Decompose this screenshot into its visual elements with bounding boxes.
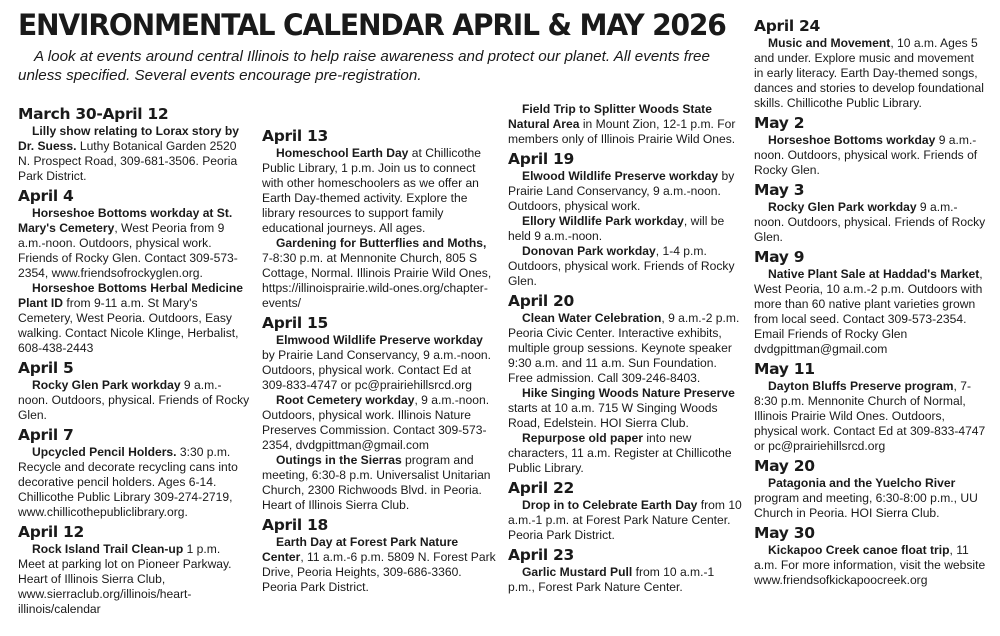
day-heading: April 18 bbox=[262, 516, 328, 534]
event-entry bbox=[508, 311, 744, 386]
day-heading: May 3 bbox=[754, 181, 805, 199]
calendar-column-1 bbox=[18, 102, 250, 617]
event-entry bbox=[18, 445, 250, 520]
day-heading: April 22 bbox=[508, 479, 574, 497]
event-entry bbox=[262, 453, 498, 513]
day-heading: April 15 bbox=[262, 314, 328, 332]
page-title: ENVIRONMENTAL CALENDAR APRIL & MAY 2026 bbox=[18, 8, 726, 42]
event-entry bbox=[262, 333, 498, 393]
event-details: Luthy Botanical Garden 2520 N. Prospect Road, 309-681-3506. Peoria Park District. bbox=[18, 139, 238, 183]
event-details: from 10 a.m.-1 p.m. at Forest Park Nature Center. Peoria Park District. bbox=[508, 498, 742, 542]
event-entry bbox=[508, 244, 744, 289]
event-details: , will be held 9 a.m.-noon. bbox=[508, 214, 725, 243]
day-heading: April 20 bbox=[508, 292, 574, 310]
event-name: Donovan Park workday bbox=[522, 244, 656, 258]
event-name: Homeschool Earth Day bbox=[276, 146, 409, 160]
event-entry bbox=[508, 214, 744, 244]
event-name: Garlic Mustard Pull bbox=[522, 565, 633, 579]
event-details: by Prairie Land Conservancy, 9 a.m.-noon. Outdoors, physical work. Contact Ed at 309-833-4747 or pc@prairiehillsrcd.org bbox=[262, 348, 492, 392]
day-heading: April 5 bbox=[18, 359, 74, 377]
event-name: Repurpose old paper bbox=[522, 431, 643, 445]
event-name: Hike Singing Woods Nature Preserve bbox=[522, 386, 735, 400]
day-heading: April 23 bbox=[508, 546, 574, 564]
event-entry bbox=[18, 542, 250, 617]
event-details: from 9-11 a.m. St Mary's Cemetery, West Peoria. Outdoors, Easy walking. Contact Nicole Klinge, Herbalist, 608-438-2443 bbox=[18, 296, 239, 355]
day-heading: May 2 bbox=[754, 114, 805, 132]
event-details: program and meeting, 6:30-8:00 p.m., UU Church in Peoria. HOI Sierra Club. bbox=[754, 491, 978, 520]
event-name: Field Trip to Splitter Woods State Natural Area bbox=[508, 102, 712, 131]
event-name: Music and Movement bbox=[768, 36, 891, 50]
event-details: 3:30 p.m. Recycle and decorate recycling cans into decorative pencil holders. Ages 6-14. Chillicothe Public Library 309-274-2719, www.chillicothepubliclibrary.org. bbox=[18, 445, 238, 519]
event-entry bbox=[508, 431, 744, 476]
event-name: Elwood Wildlife Preserve workday bbox=[522, 169, 719, 183]
event-name: Rocky Glen Park workday bbox=[768, 200, 917, 214]
event-entry bbox=[508, 386, 744, 431]
event-details: at Chillicothe Public Library, 1 p.m. Join us to connect with other homeschoolers as we offer an Earth Day-themed activity. Explore the library resources to support family educational journeys. All ages. bbox=[262, 146, 482, 235]
day-heading: April 7 bbox=[18, 426, 74, 444]
day-heading: May 30 bbox=[754, 524, 815, 542]
event-details: into new characters, 11 a.m. Register at Chillicothe Public Library. bbox=[508, 431, 732, 475]
event-entry bbox=[508, 169, 744, 214]
event-entry bbox=[18, 281, 250, 356]
event-entry bbox=[508, 102, 744, 147]
event-details: , 1-4 p.m. Outdoors, physical work. Friends of Rocky Glen. bbox=[508, 244, 735, 288]
event-details: , 11 a.m. For more information, visit the website www.friendsofkickapoocreek.org bbox=[754, 543, 986, 587]
event-name: Drop in to Celebrate Earth Day bbox=[522, 498, 698, 512]
event-entry bbox=[262, 236, 498, 311]
event-entry bbox=[262, 146, 498, 236]
event-name: Horseshoe Bottoms Herbal Medicine Plant ID bbox=[18, 281, 244, 310]
event-details: , West Peoria from 9 a.m.-noon. Outdoors, physical work. Friends of Rocky Glen. Contact 309-573-2354, www.friendsofrockyglen.org. bbox=[18, 221, 238, 280]
event-name: Outings in the Sierras bbox=[276, 453, 402, 467]
event-name: Elmwood Wildlife Preserve workday bbox=[276, 333, 483, 347]
event-name: Root Cemetery workday bbox=[276, 393, 415, 407]
day-heading: April 12 bbox=[18, 523, 84, 541]
day-heading: April 19 bbox=[508, 150, 574, 168]
event-entry bbox=[508, 498, 744, 543]
event-entry bbox=[754, 476, 986, 521]
day-heading: March 30-April 12 bbox=[18, 105, 169, 123]
day-heading: April 24 bbox=[754, 17, 820, 35]
event-entry bbox=[262, 393, 498, 453]
event-name: Rock Island Trail Clean-up bbox=[32, 542, 184, 556]
event-details: 9 a.m.-noon. Outdoors, physical work. Friends of Rocky Glen. bbox=[754, 133, 978, 177]
calendar-column-3 bbox=[508, 102, 744, 595]
event-name: Upcycled Pencil Holders. bbox=[32, 445, 177, 459]
event-entry bbox=[18, 378, 250, 423]
day-heading: May 9 bbox=[754, 248, 805, 266]
event-name: Ellory Wildlife Park workday bbox=[522, 214, 684, 228]
event-details: from 10 a.m.-1 p.m., Forest Park Nature Center. bbox=[508, 565, 715, 594]
event-name: Gardening for Butterflies and Moths, bbox=[276, 236, 487, 250]
event-name: Lilly show relating to Lorax story by Dr. Suess. bbox=[18, 124, 239, 153]
event-details: starts at 10 a.m. 715 W Singing Woods Road, Edelstein. HOI Sierra Club. bbox=[508, 401, 718, 430]
event-entry bbox=[508, 565, 744, 595]
event-details: , 10 a.m. Ages 5 and under. Explore music and movement in early literacy. Earth Day-themed songs, dances and stories to develop foundational skills. Chillicothe Public Library. bbox=[754, 36, 984, 110]
event-details: 9 a.m.-noon. Outdoors, physical. Friends of Rocky Glen. bbox=[754, 200, 986, 244]
event-entry bbox=[754, 200, 986, 245]
day-heading: April 13 bbox=[262, 127, 328, 145]
event-entry bbox=[754, 36, 986, 111]
event-details: , West Peoria, 10 a.m.-2 p.m. Outdoors with more than 60 native plant varieties grown from local seed. Contact 309-573-2354. Email Friends of Rocky Glen dvdgpittman@gmail.com bbox=[754, 267, 983, 356]
event-name: Earth Day at Forest Park Nature Center bbox=[262, 535, 459, 564]
event-details: , 11 a.m.-6 p.m. 5809 N. Forest Park Drive, Peoria Heights, 309-686-3360. Peoria Park District. bbox=[262, 550, 496, 594]
day-heading: May 11 bbox=[754, 360, 815, 378]
event-entry bbox=[754, 133, 986, 178]
event-details: 9 a.m.-noon. Outdoors, physical. Friends of Rocky Glen. bbox=[18, 378, 250, 422]
event-name: Patagonia and the Yuelcho River bbox=[768, 476, 956, 490]
event-details: 7-8:30 p.m. at Mennonite Church, 805 S Cottage, Normal. Illinois Prairie Wild Ones, https://illinoisprairie.wild-ones.org/chapter-events/ bbox=[262, 251, 492, 310]
event-name: Kickapoo Creek canoe float trip bbox=[768, 543, 950, 557]
event-name: Dayton Bluffs Preserve program bbox=[768, 379, 954, 393]
event-entry bbox=[754, 379, 986, 454]
event-name: Horseshoe Bottoms workday bbox=[768, 133, 936, 147]
day-heading: May 20 bbox=[754, 457, 815, 475]
event-details: , 9 a.m.-noon. Outdoors, physical work. Illinois Nature Preserves Commission. Contact 309-573-2354, dvdgpittman@gmail.com bbox=[262, 393, 490, 452]
event-name: Horseshoe Bottoms workday at St. Mary's Cemetery bbox=[18, 206, 233, 235]
event-entry bbox=[754, 543, 986, 588]
event-name: Clean Water Celebration bbox=[522, 311, 662, 325]
event-name: Native Plant Sale at Haddad's Market bbox=[768, 267, 980, 281]
event-details: by Prairie Land Conservancy, 9 a.m.-noon. Outdoors, physical work. bbox=[508, 169, 735, 213]
page-subtitle: A look at events around central Illinois to help raise awareness and protect our planet. All events free unless specified. Several events encourage pre-registration. bbox=[18, 48, 710, 84]
event-entry bbox=[262, 535, 498, 595]
calendar-column-4 bbox=[754, 14, 986, 588]
event-details: program and meeting, 6:30-8 p.m. Universalist Unitarian Church, 2300 Richwoods Blvd. in Peoria. Heart of Illinois Sierra Club. bbox=[262, 453, 491, 512]
event-entry bbox=[18, 206, 250, 281]
event-details: , 9 a.m.-2 p.m. Peoria Civic Center. Interactive exhibits, multiple group sessions. Keynote speaker 9:30 a.m. and 11 a.m. Sun Foundation. Free admission. Call 309-246-8403. bbox=[508, 311, 740, 385]
calendar-column-2 bbox=[262, 124, 498, 595]
event-name: Rocky Glen Park workday bbox=[32, 378, 181, 392]
event-details: 1 p.m. Meet at parking lot on Pioneer Parkway. Heart of Illinois Sierra Club, www.sierraclub.org/illinois/heart-illinois/calendar bbox=[18, 542, 232, 616]
day-heading: April 4 bbox=[18, 187, 74, 205]
event-details: in Mount Zion, 12-1 p.m. For members only of Illinois Prairie Wild Ones. bbox=[508, 117, 736, 146]
event-details: , 7-8:30 p.m. Mennonite Church of Normal, Illinois Prairie Wild Ones. Outdoors, physical work. Contact Ed at 309-833-4747 or pc@prairiehillsrcd.org bbox=[754, 379, 986, 453]
event-entry bbox=[18, 124, 250, 184]
event-entry bbox=[754, 267, 986, 357]
